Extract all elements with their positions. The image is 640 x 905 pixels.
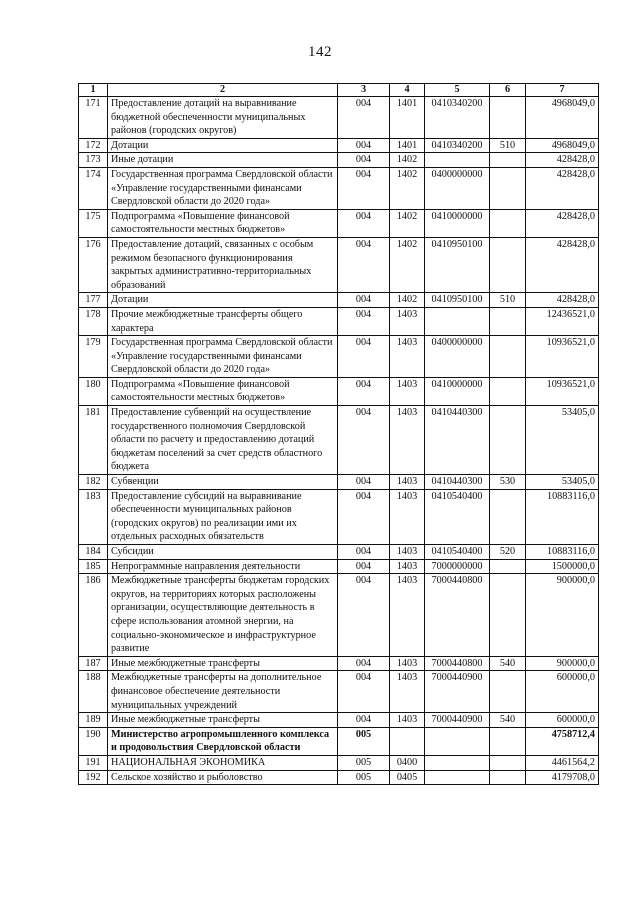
row-target-code: 7000440900 — [425, 671, 490, 713]
row-name: Непрограммные направления деятельности — [108, 559, 338, 574]
row-name: Предоставление дотаций на выравнивание бюджетной обеспеченности муниципальных районов (городских округов) — [108, 97, 338, 139]
row-target-code: 7000000000 — [425, 559, 490, 574]
table-row — [79, 97, 599, 139]
row-name: Межбюджетные трансферты бюджетам городских округов, на территориях которых расположены организации, осуществляющие деятельность в сфере использования атомной энергии, на социально-экономическое и инфраструктурное развитие — [108, 574, 338, 657]
row-target-code: 0410340200 — [425, 138, 490, 153]
row-name: Дотации — [108, 138, 338, 153]
table-row — [79, 209, 599, 237]
row-target-code — [425, 153, 490, 168]
row-expense-type-code: 510 — [490, 293, 526, 308]
table-row — [79, 293, 599, 308]
row-section-code: 1403 — [390, 336, 425, 378]
row-expense-type-code — [490, 237, 526, 292]
row-ministry-code: 004 — [338, 559, 390, 574]
row-ministry-code: 004 — [338, 489, 390, 544]
table-row — [79, 755, 599, 770]
row-number: 177 — [79, 293, 108, 308]
row-number: 172 — [79, 138, 108, 153]
row-name: Предоставление дотаций, связанных с особым режимом безопасного функционирования закрытых административно-территориальных образований — [108, 237, 338, 292]
row-target-code: 0410950100 — [425, 293, 490, 308]
row-expense-type-code: 530 — [490, 475, 526, 490]
row-amount: 428428,0 — [526, 167, 599, 209]
row-expense-type-code — [490, 770, 526, 785]
row-name: Субсидии — [108, 545, 338, 560]
row-expense-type-code — [490, 97, 526, 139]
row-ministry-code: 004 — [338, 237, 390, 292]
row-ministry-code: 004 — [338, 475, 390, 490]
row-number: 182 — [79, 475, 108, 490]
row-expense-type-code — [490, 559, 526, 574]
row-target-code: 0410440300 — [425, 475, 490, 490]
row-name: Сельское хозяйство и рыболовство — [108, 770, 338, 785]
row-section-code: 1403 — [390, 307, 425, 335]
row-target-code: 7000440800 — [425, 574, 490, 657]
row-number: 188 — [79, 671, 108, 713]
row-name: Межбюджетные трансферты на дополнительное финансовое обеспечение деятельности муниципальных учреждений — [108, 671, 338, 713]
row-expense-type-code — [490, 209, 526, 237]
table-row — [79, 727, 599, 755]
row-target-code — [425, 307, 490, 335]
row-target-code — [425, 727, 490, 755]
row-ministry-code: 004 — [338, 209, 390, 237]
row-ministry-code: 005 — [338, 755, 390, 770]
row-name: Подпрограмма «Повышение финансовой самостоятельности местных бюджетов» — [108, 209, 338, 237]
row-number: 186 — [79, 574, 108, 657]
row-ministry-code: 004 — [338, 545, 390, 560]
table-row — [79, 336, 599, 378]
row-ministry-code: 004 — [338, 167, 390, 209]
row-number: 184 — [79, 545, 108, 560]
row-expense-type-code: 520 — [490, 545, 526, 560]
row-name: Государственная программа Свердловской области «Управление государственными финансами Свердловской области до 2020 года» — [108, 336, 338, 378]
table-row — [79, 656, 599, 671]
row-ministry-code: 004 — [338, 307, 390, 335]
row-expense-type-code: 510 — [490, 138, 526, 153]
row-expense-type-code — [490, 574, 526, 657]
row-amount: 10883116,0 — [526, 489, 599, 544]
row-amount: 428428,0 — [526, 293, 599, 308]
row-amount: 4968049,0 — [526, 97, 599, 139]
row-amount: 12436521,0 — [526, 307, 599, 335]
row-section-code: 1403 — [390, 656, 425, 671]
row-name: Дотации — [108, 293, 338, 308]
row-expense-type-code: 540 — [490, 656, 526, 671]
header-col-2: 2 — [108, 84, 338, 97]
table-row — [79, 671, 599, 713]
row-expense-type-code — [490, 406, 526, 475]
row-amount: 428428,0 — [526, 237, 599, 292]
budget-table — [78, 83, 599, 785]
row-number: 181 — [79, 406, 108, 475]
row-section-code: 0405 — [390, 770, 425, 785]
page-number: 142 — [308, 44, 332, 60]
row-ministry-code: 004 — [338, 656, 390, 671]
row-target-code: 0410000000 — [425, 377, 490, 405]
row-target-code: 7000440900 — [425, 713, 490, 728]
table-row — [79, 237, 599, 292]
row-expense-type-code: 540 — [490, 713, 526, 728]
table-row — [79, 559, 599, 574]
row-ministry-code: 004 — [338, 671, 390, 713]
row-target-code — [425, 755, 490, 770]
row-ministry-code: 005 — [338, 770, 390, 785]
row-expense-type-code — [490, 307, 526, 335]
table-row — [79, 545, 599, 560]
row-name: Субвенции — [108, 475, 338, 490]
header-col-3: 3 — [338, 84, 390, 97]
row-expense-type-code — [490, 167, 526, 209]
row-target-code: 0410950100 — [425, 237, 490, 292]
row-expense-type-code — [490, 727, 526, 755]
row-number: 190 — [79, 727, 108, 755]
row-number: 179 — [79, 336, 108, 378]
row-target-code: 0410540400 — [425, 545, 490, 560]
row-section-code: 1403 — [390, 545, 425, 560]
row-section-code: 1403 — [390, 475, 425, 490]
row-amount: 428428,0 — [526, 153, 599, 168]
row-name: Иные межбюджетные трансферты — [108, 656, 338, 671]
table-row — [79, 307, 599, 335]
header-col-4: 4 — [390, 84, 425, 97]
row-amount: 4179708,0 — [526, 770, 599, 785]
row-expense-type-code — [490, 153, 526, 168]
row-section-code: 1403 — [390, 574, 425, 657]
row-number: 192 — [79, 770, 108, 785]
row-section-code: 1401 — [390, 138, 425, 153]
row-section-code: 1403 — [390, 713, 425, 728]
row-number: 191 — [79, 755, 108, 770]
row-section-code: 1401 — [390, 97, 425, 139]
row-number: 185 — [79, 559, 108, 574]
row-section-code: 1402 — [390, 167, 425, 209]
row-target-code: 0410440300 — [425, 406, 490, 475]
row-amount: 900000,0 — [526, 574, 599, 657]
row-name: Предоставление субсидий на выравнивание обеспеченности муниципальных районов (городских округов) по реализации ими их отдельных расходных обязательств — [108, 489, 338, 544]
row-section-code: 1403 — [390, 671, 425, 713]
row-target-code: 7000440800 — [425, 656, 490, 671]
row-number: 176 — [79, 237, 108, 292]
row-target-code: 0410540400 — [425, 489, 490, 544]
row-section-code: 1403 — [390, 377, 425, 405]
row-name: Государственная программа Свердловской области «Управление государственными финансами Свердловской области до 2020 года» — [108, 167, 338, 209]
header-row — [79, 84, 599, 97]
table-row — [79, 489, 599, 544]
row-section-code: 1402 — [390, 209, 425, 237]
table-row — [79, 770, 599, 785]
table-row — [79, 406, 599, 475]
row-amount: 10936521,0 — [526, 336, 599, 378]
row-section-code — [390, 727, 425, 755]
row-ministry-code: 004 — [338, 153, 390, 168]
row-ministry-code: 004 — [338, 138, 390, 153]
row-amount: 900000,0 — [526, 656, 599, 671]
row-ministry-code: 004 — [338, 574, 390, 657]
table-row — [79, 138, 599, 153]
row-amount: 4461564,2 — [526, 755, 599, 770]
row-number: 178 — [79, 307, 108, 335]
row-number: 173 — [79, 153, 108, 168]
row-section-code: 1402 — [390, 153, 425, 168]
table-row — [79, 377, 599, 405]
row-amount: 10883116,0 — [526, 545, 599, 560]
row-amount: 53405,0 — [526, 475, 599, 490]
row-expense-type-code — [490, 489, 526, 544]
row-name: Министерство агропромышленного комплекса и продовольствия Свердловской области — [108, 727, 338, 755]
row-ministry-code: 004 — [338, 336, 390, 378]
row-number: 180 — [79, 377, 108, 405]
header-col-6: 6 — [490, 84, 526, 97]
row-section-code: 1403 — [390, 489, 425, 544]
row-expense-type-code — [490, 671, 526, 713]
table-row — [79, 475, 599, 490]
row-amount: 4968049,0 — [526, 138, 599, 153]
row-section-code: 1402 — [390, 293, 425, 308]
row-number: 187 — [79, 656, 108, 671]
row-expense-type-code — [490, 336, 526, 378]
row-ministry-code: 004 — [338, 406, 390, 475]
row-name: Прочие межбюджетные трансферты общего характера — [108, 307, 338, 335]
row-section-code: 1403 — [390, 559, 425, 574]
table-row — [79, 574, 599, 657]
table-row — [79, 153, 599, 168]
row-amount: 600000,0 — [526, 713, 599, 728]
row-section-code: 0400 — [390, 755, 425, 770]
row-target-code: 0400000000 — [425, 167, 490, 209]
row-number: 175 — [79, 209, 108, 237]
row-amount: 428428,0 — [526, 209, 599, 237]
row-expense-type-code — [490, 755, 526, 770]
row-name: Предоставление субвенций на осуществление государственного полномочия Свердловской области по расчету и предоставлению дотаций бюджетам поселений за счет средств областного бюджета — [108, 406, 338, 475]
row-number: 174 — [79, 167, 108, 209]
row-number: 183 — [79, 489, 108, 544]
row-ministry-code: 004 — [338, 97, 390, 139]
row-name: Подпрограмма «Повышение финансовой самостоятельности местных бюджетов» — [108, 377, 338, 405]
table-body — [79, 97, 599, 785]
row-target-code: 0410000000 — [425, 209, 490, 237]
row-target-code: 0410340200 — [425, 97, 490, 139]
row-name: Иные дотации — [108, 153, 338, 168]
table-row — [79, 713, 599, 728]
row-amount: 53405,0 — [526, 406, 599, 475]
header-col-1: 1 — [79, 84, 108, 97]
row-ministry-code: 004 — [338, 293, 390, 308]
table-row — [79, 167, 599, 209]
row-number: 189 — [79, 713, 108, 728]
row-target-code: 0400000000 — [425, 336, 490, 378]
row-ministry-code: 005 — [338, 727, 390, 755]
row-amount: 4758712,4 — [526, 727, 599, 755]
row-amount: 600000,0 — [526, 671, 599, 713]
row-amount: 10936521,0 — [526, 377, 599, 405]
row-name: НАЦИОНАЛЬНАЯ ЭКОНОМИКА — [108, 755, 338, 770]
row-ministry-code: 004 — [338, 377, 390, 405]
header-col-5: 5 — [425, 84, 490, 97]
row-amount: 1500000,0 — [526, 559, 599, 574]
row-ministry-code: 004 — [338, 713, 390, 728]
row-number: 171 — [79, 97, 108, 139]
row-name: Иные межбюджетные трансферты — [108, 713, 338, 728]
row-section-code: 1403 — [390, 406, 425, 475]
row-target-code — [425, 770, 490, 785]
row-section-code: 1402 — [390, 237, 425, 292]
row-expense-type-code — [490, 377, 526, 405]
header-col-7: 7 — [526, 84, 599, 97]
